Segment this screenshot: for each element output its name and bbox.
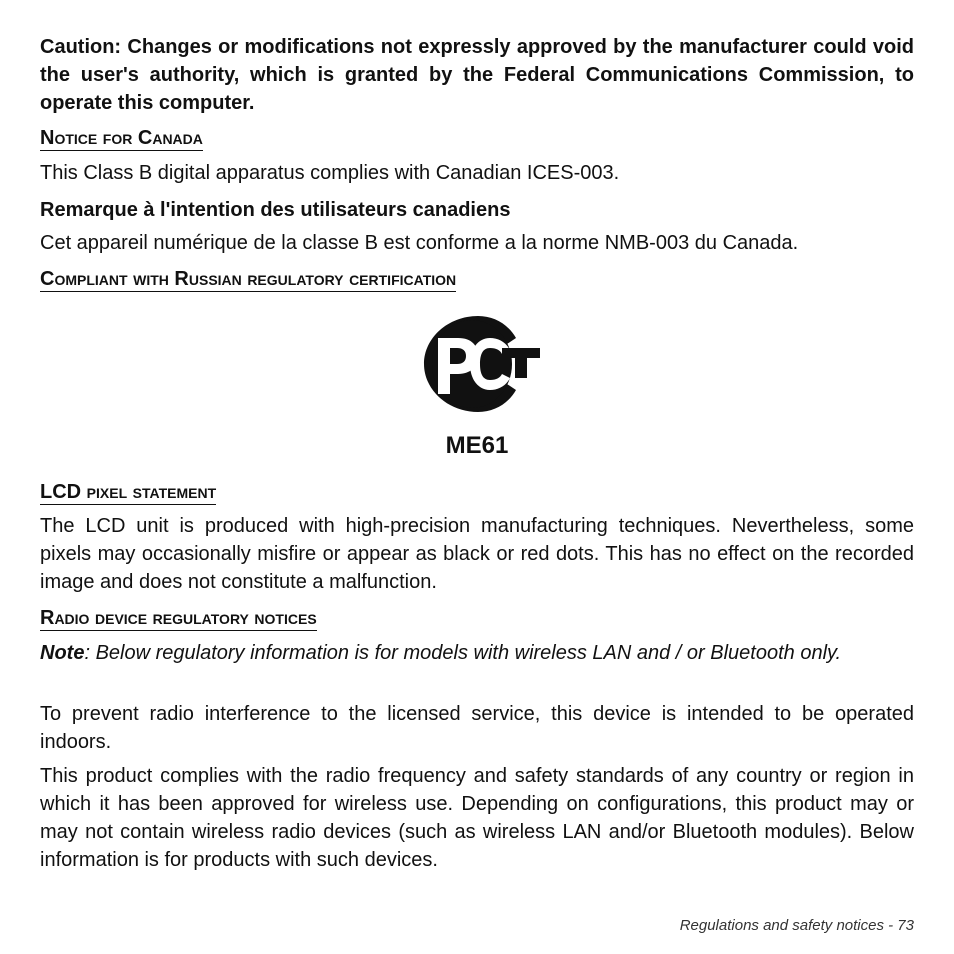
heading-radio-notices: Radio device regulatory notices [40,607,317,629]
lcd-text: The LCD unit is produced with high-precision manufacturing techniques. Nevertheless, some pixels may occasionally misfire or appear as black or red dots. This has no effect on the recorded image and does not constitute a malfunction. [40,515,914,593]
heading-russian-certification: Compliant with Russian regulatory certification [40,268,457,290]
canada-french-subheading: Remarque à l'intention des utilisateurs canadiens [40,199,511,221]
caution-paragraph: Caution: Changes or modifications not expressly approved by the manufacturer could void the user's authority, which is granted by the Federal Communications Commission, to operate this computer. [40,36,914,114]
pct-certification-mark-icon [418,312,542,416]
note-text: : Below regulatory information is for models with wireless LAN and / or Bluetooth only. [84,642,842,664]
radio-note [40,639,914,667]
heading-notice-canada: Notice for Canada [40,127,203,149]
radio-paragraph-1: To prevent radio interference to the licensed service, this device is intended to be operated indoors. [40,703,914,753]
page-footer: Regulations and safety notices - 73 [679,917,914,934]
heading-lcd-pixel: LCD pixel statement [40,481,217,503]
canada-text: This Class B digital apparatus complies with Canadian ICES-003. [40,162,620,184]
canada-french-text: Cet appareil numérique de la classe B est conforme a la norme NMB-003 du Canada. [40,232,799,254]
radio-paragraph-2: This product complies with the radio frequency and safety standards of any country or region in which it has been approved for wireless use. Depending on configurations, this product may or may not contain wireless radio devices (such as wireless LAN and/or Bluetooth modules). Below information is for products with such devices. [40,765,914,871]
note-label: Note [40,642,85,664]
certification-code: ME61 [445,432,509,459]
